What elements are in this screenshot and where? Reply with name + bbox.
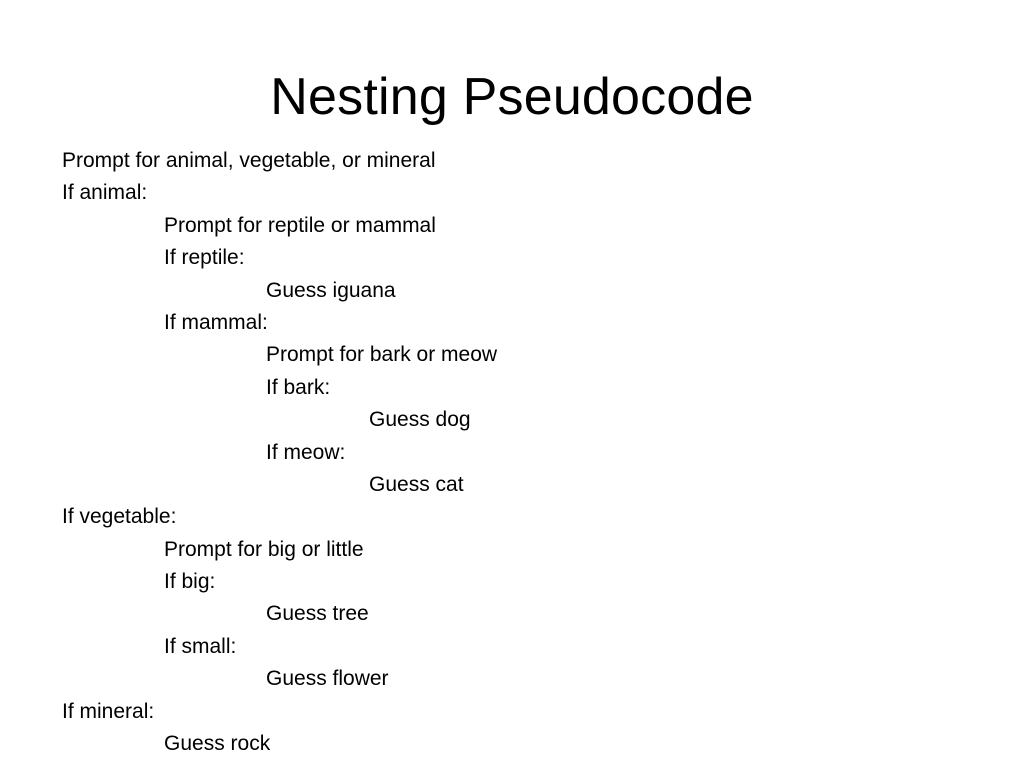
pseudocode-line: If small: <box>164 634 237 658</box>
pseudocode-line: Guess iguana <box>266 278 396 302</box>
pseudocode-line: If vegetable: <box>62 505 177 529</box>
pseudocode-line: Prompt for bark or meow <box>266 343 498 367</box>
pseudocode-line: If meow: <box>266 440 346 464</box>
pseudocode-line: Guess flower <box>266 667 389 691</box>
pseudocode-line: If mammal: <box>164 310 268 334</box>
pseudocode-line: If mineral: <box>62 699 155 723</box>
pseudocode-line: Guess rock <box>164 732 271 756</box>
pseudocode-line: Guess tree <box>266 602 369 626</box>
pseudocode-list <box>62 145 982 760</box>
pseudocode-line: If animal: <box>62 181 148 205</box>
pseudocode-line: Prompt for animal, vegetable, or mineral <box>62 149 436 172</box>
pseudocode-line: If big: <box>164 570 216 594</box>
pseudocode-line: If reptile: <box>164 246 245 270</box>
pseudocode-line: Guess cat <box>369 472 464 496</box>
pseudocode-line: If bark: <box>266 375 331 399</box>
pseudocode-line: Guess dog <box>369 408 471 432</box>
slide-title: Nesting Pseudocode <box>270 68 754 126</box>
pseudocode-line: Prompt for reptile or mammal <box>164 213 436 237</box>
pseudocode-line: Prompt for big or little <box>164 537 364 561</box>
